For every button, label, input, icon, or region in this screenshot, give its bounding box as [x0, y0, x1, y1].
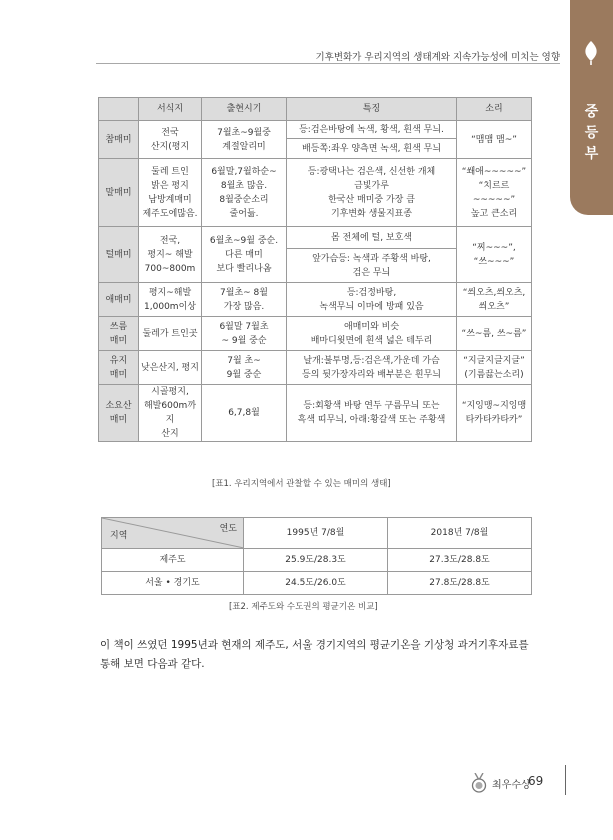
- feature-cell: 등:검정바탕, 녹색무늬 이마에 방패 있음: [287, 283, 457, 317]
- table-row: [99, 227, 532, 249]
- footer-divider: [565, 765, 566, 795]
- cicada-ecology-table: [98, 97, 532, 442]
- feature-cell: 애매미와 비슷 배마디윗면에 흰색 넓은 테두리: [287, 317, 457, 351]
- period-cell: 6월말,7월하순~ 8월초 많음. 8월중순소리 줄어듦.: [202, 159, 287, 227]
- species-name-cell: 유지 매미: [99, 351, 139, 385]
- region-label: 지역: [110, 531, 128, 541]
- period-cell: 7월초~9월중 계절알리미: [202, 121, 287, 159]
- feature-cell: 등:광택나는 검은색, 신선한 개체 금빛가루 한국산 매미중 가장 큼 기후변화 생물지표종: [287, 159, 457, 227]
- species-name-cell: 소요산 매미: [99, 385, 139, 442]
- section-tab-label: 중 등 부: [584, 104, 599, 162]
- feature-cell: 등:검은바탕에 녹색, 황색, 흰색 무늬.: [287, 121, 457, 139]
- habitat-cell: 전국, 평지~ 해발 700~800m: [139, 227, 202, 283]
- table-row: [99, 385, 532, 442]
- habitat-cell: 평지~해발 1,000m이상: [139, 283, 202, 317]
- year-header: 2018년 7/8월: [388, 518, 532, 549]
- habitat-cell: 둘레 트인 밝은 평지 남방계매미 제주도에많음.: [139, 159, 202, 227]
- feature-cell: 몸 전체에 털, 보호색: [287, 227, 457, 249]
- temperature-cell: 24.5도/26.0도: [244, 572, 388, 595]
- header-rule: [96, 63, 560, 64]
- table-header-row: [102, 518, 532, 549]
- running-header: 기후변화가 우리지역의 생태계와 지속가능성에 미치는 영향: [315, 52, 560, 63]
- sound-cell: “지글지글지글” (기름끓는소리): [457, 351, 532, 385]
- region-cell: 제주도: [102, 549, 244, 572]
- year-label: 연도: [219, 524, 237, 534]
- period-cell: 7월 초~ 9월 중순: [202, 351, 287, 385]
- sound-cell: “쐐애~~~~~” “치르르~~~~~” 높고 큰소리: [457, 159, 532, 227]
- header-cell: 소리: [457, 98, 532, 121]
- temperature-table: [101, 517, 532, 595]
- temperature-cell: 27.8도/28.8도: [388, 572, 532, 595]
- species-name-cell: 쓰름 매미: [99, 317, 139, 351]
- leaf-icon: [581, 40, 601, 66]
- period-cell: 6월말 7월초 ~ 9월 중순: [202, 317, 287, 351]
- sound-cell: “씌오츠,씌오츠, 씌오츠”: [457, 283, 532, 317]
- sound-cell: “찌~~~”, “쓰~~~”: [457, 227, 532, 283]
- feature-cell: 앞가슴등: 녹색과 주황색 바탕, 검은 무늬: [287, 249, 457, 283]
- header-cell: 서식지: [139, 98, 202, 121]
- header-cell: 출현시기: [202, 98, 287, 121]
- medal-icon: [470, 773, 488, 793]
- temperature-cell: 25.9도/28.3도: [244, 549, 388, 572]
- period-cell: 7월초~ 8월 가장 많음.: [202, 283, 287, 317]
- table-row: [102, 549, 532, 572]
- sound-cell: “지잉맹~지잉맹 타카타카타카”: [457, 385, 532, 442]
- temperature-cell: 27.3도/28.8도: [388, 549, 532, 572]
- table-header-row: [99, 98, 532, 121]
- table-row: [99, 283, 532, 317]
- page-footer: [470, 773, 560, 793]
- table1-caption: [표1. 우리지역에서 관찰할 수 있는 매미의 생태]: [212, 479, 391, 489]
- species-name-cell: 말매미: [99, 159, 139, 227]
- sound-cell: “맴맴 맴~”: [457, 121, 532, 159]
- region-cell: 서울 • 경기도: [102, 572, 244, 595]
- table-row: [99, 159, 532, 227]
- period-cell: 6월초~9월 중순. 다른 매미 보다 빨리나옴: [202, 227, 287, 283]
- award-label: 최우수상: [492, 780, 531, 791]
- species-name-cell: 참매미: [99, 121, 139, 159]
- page-number: 69: [528, 774, 544, 788]
- period-cell: 6,7,8월: [202, 385, 287, 442]
- table-row: [102, 572, 532, 595]
- year-header: 1995년 7/8월: [244, 518, 388, 549]
- sound-cell: “쓰~름, 쓰~름”: [457, 317, 532, 351]
- header-cell: 특징: [287, 98, 457, 121]
- table-row: [99, 317, 532, 351]
- habitat-cell: 낮은산지, 평지: [139, 351, 202, 385]
- body-paragraph: 이 책이 쓰였던 1995년과 현재의 제주도, 서울 경기지역의 평균기온을 기상청 과거기후자료를 통해 보면 다음과 같다.: [100, 639, 529, 670]
- habitat-cell: 전국 산지(평지: [139, 121, 202, 159]
- feature-cell: 배등쪽:좌우 양측면 녹색, 흰색 무늬: [287, 139, 457, 159]
- table-row: [99, 121, 532, 139]
- diagonal-header-cell: [102, 518, 244, 549]
- feature-cell: 등:회황색 바탕 연두 구름무늬 또는 흑색 띠무늬, 아래:황갈색 또는 주황색: [287, 385, 457, 442]
- table2-caption: [표2. 제주도와 수도권의 평균기온 비교]: [229, 602, 378, 612]
- habitat-cell: 둘레가 트인곳: [139, 317, 202, 351]
- habitat-cell: 시골평지, 해발600m까지 산지: [139, 385, 202, 442]
- table-row: [99, 351, 532, 385]
- feature-cell: 날개:불투명,등:검은색,가운데 가슴 등의 뒷가장자리와 배부분은 흰무늬: [287, 351, 457, 385]
- species-name-cell: 애매미: [99, 283, 139, 317]
- header-cell: [99, 98, 139, 121]
- species-name-cell: 털매미: [99, 227, 139, 283]
- section-tab: [570, 0, 613, 215]
